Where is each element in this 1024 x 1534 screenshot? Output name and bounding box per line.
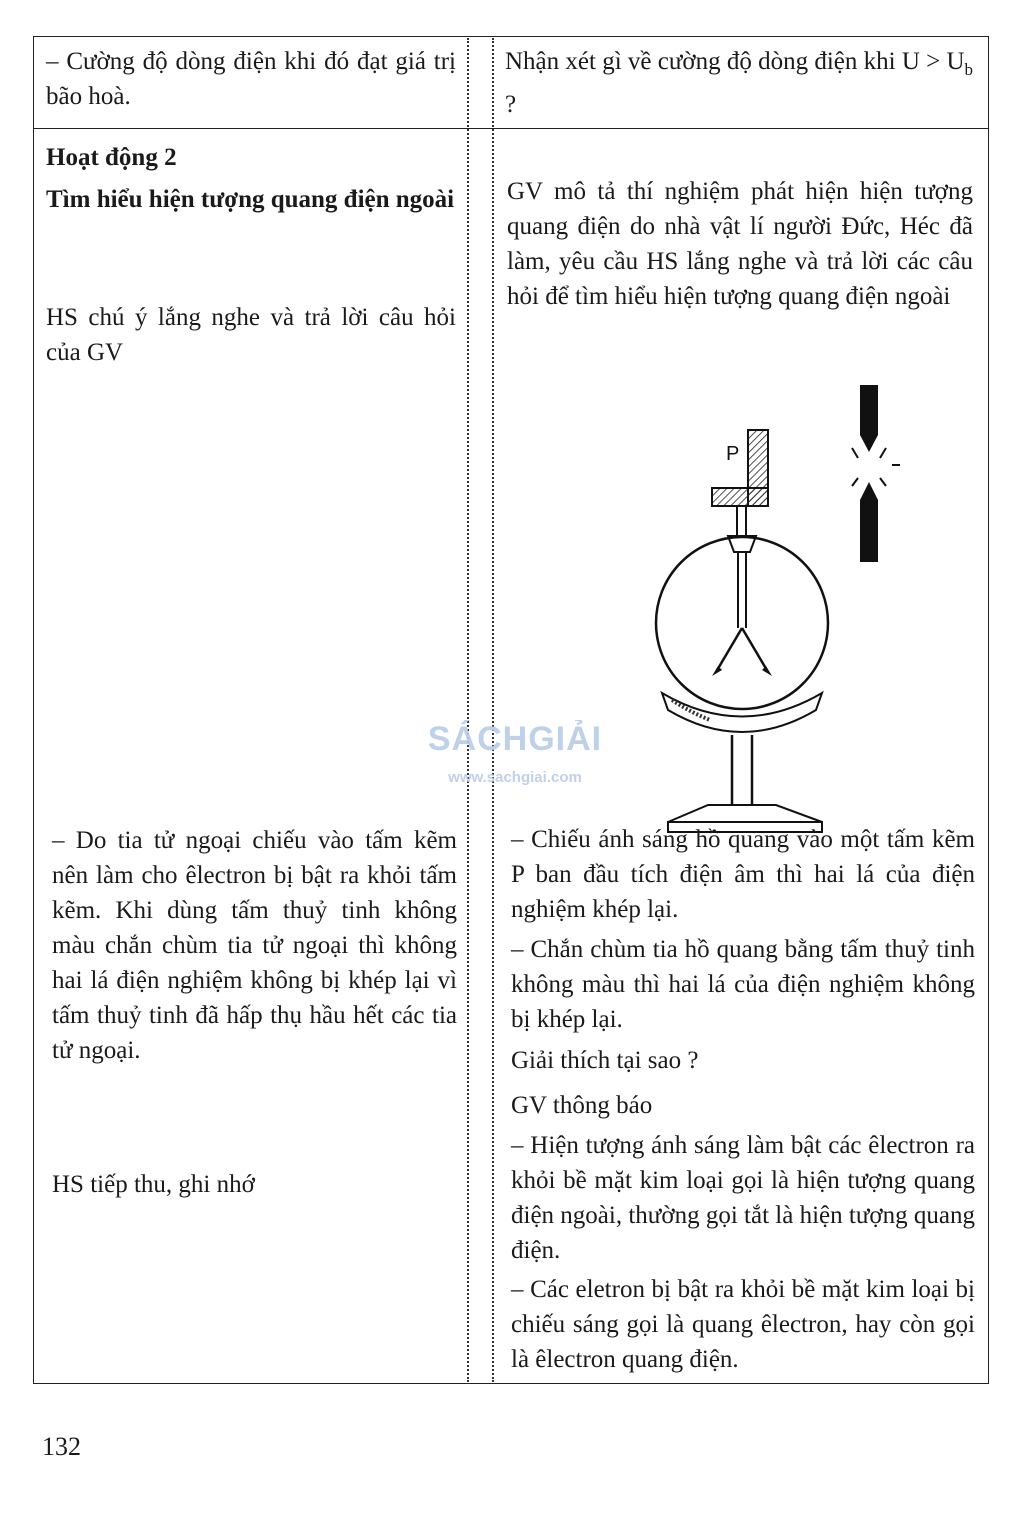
gv-announce: GV thông báo	[511, 1092, 653, 1119]
gv-definition-2: – Các eletron bị bật ra khỏi bề mặt kim loại bị chiếu sáng gọi là quang êlectron, hay còn gọi là êlectron quang điện.	[511, 1276, 975, 1373]
row1-right-text	[505, 44, 975, 122]
row1-right-cell	[505, 44, 975, 122]
glass-sphere	[656, 537, 828, 709]
watermark	[410, 720, 620, 786]
row1-right-subscript: b	[964, 60, 974, 79]
arc-lamp-electrodes	[852, 385, 900, 562]
row1-right-suffix: ?	[505, 91, 517, 118]
electroscope-leaves	[712, 628, 772, 676]
activity-subtitle: Tìm hiểu hiện tượng quang điện ngoài	[46, 186, 455, 213]
column-divider	[467, 38, 469, 1382]
hs-explanation: – Do tia tử ngoại chiếu vào tấm kẽm nên làm cho êlectron bị bật ra khỏi tấm kẽm. Khi dùng tấm thuỷ tinh không màu chắn chùm tia tử ngoại thì không hai lá điện nghiệm không bị khép lại vì tấm thuỷ tinh đã hấp thụ hầu hết các tia tử ngoại.	[52, 827, 457, 1064]
watermark-logo: SÁCHGIẢI	[427, 720, 603, 758]
row1-right-prefix: Nhận xét gì về cường độ dòng điện khi U > U	[505, 48, 965, 75]
gv-step1: – Chiếu ánh sáng hồ quang vào một tấm kẽm P ban đầu tích điện âm thì hai lá của điện nghiệm khép lại.	[511, 826, 975, 923]
electroscope-rod	[728, 506, 756, 628]
gv-question: Giải thích tại sao ?	[511, 1047, 699, 1074]
electroscope-stand	[668, 735, 822, 832]
row1-left-text: – Cường độ dòng điện khi đó đạt giá trị bão hoà.	[46, 48, 456, 110]
gv-definition-1: – Hiện tượng ánh sáng làm bật các êlectron ra khỏi bề mặt kim loại gọi là hiện tượng quang điện ngoài, thường gọi tắt là hiện tượng quang điện.	[511, 1132, 975, 1264]
hs-note: HS tiếp thu, ghi nhớ	[52, 1171, 255, 1198]
watermark-url: www.sachgiai.com	[448, 769, 582, 786]
row1-left-cell	[46, 44, 456, 114]
column-divider	[492, 38, 494, 1382]
row-divider	[33, 128, 989, 129]
hs-response: HS chú ý lắng nghe và trả lời câu hỏi của GV	[46, 304, 456, 366]
plate-label-p: P	[726, 443, 740, 465]
sphere-cradle	[662, 693, 822, 732]
gv-step2: – Chắn chùm tia hồ quang bằng tấm thuỷ tinh không màu thì hai lá của điện nghiệm không bị khép lại.	[511, 936, 975, 1033]
activity-title: Hoạt động 2	[46, 144, 177, 171]
gv-intro: GV mô tả thí nghiệm phát hiện hiện tượng quang điện do nhà vật lí người Đức, Héc đã làm, yêu cầu HS lắng nghe và trả lời các câu hỏi để tìm hiểu hiện tượng quang điện ngoài	[507, 178, 973, 310]
page-number: 132	[42, 1432, 81, 1461]
zinc-plate	[712, 430, 768, 506]
